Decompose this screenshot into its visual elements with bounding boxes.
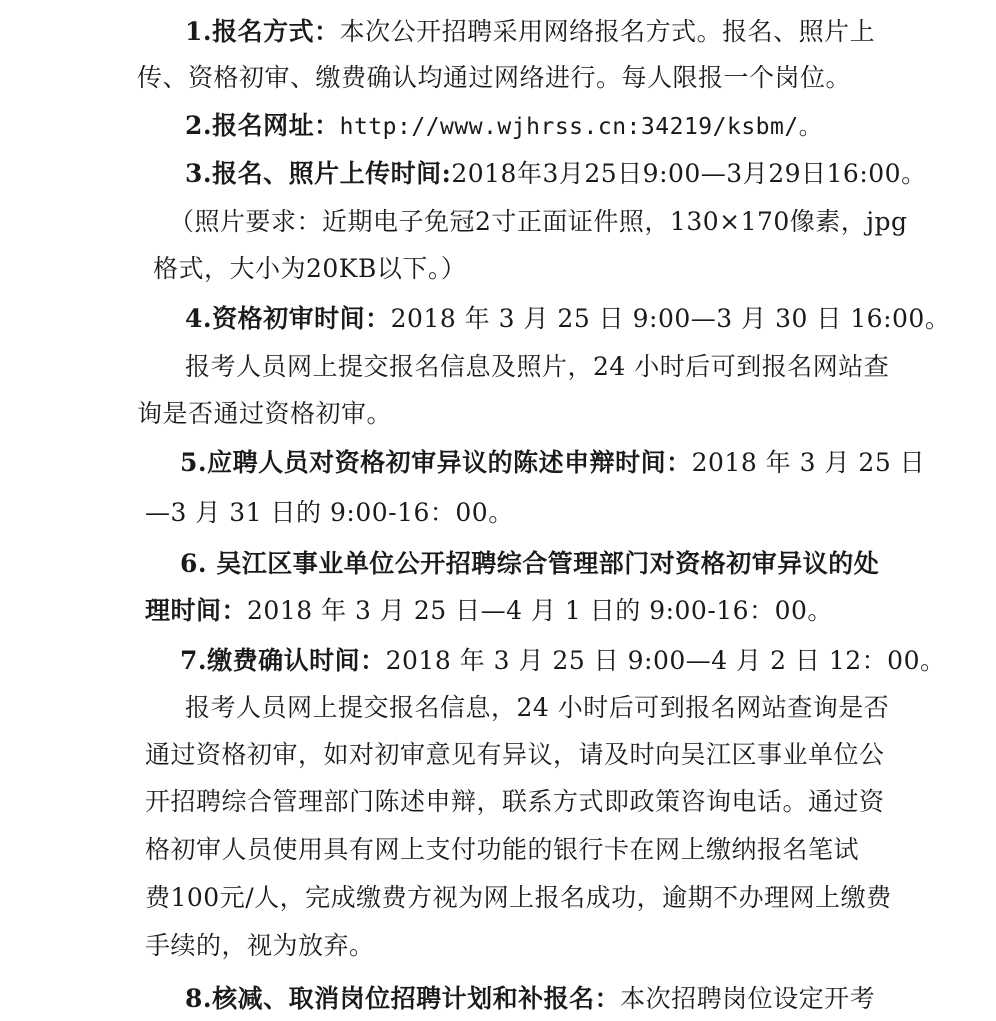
paragraph-line: [137, 397, 872, 431]
paragraph-line: [185, 109, 876, 143]
item-text: 传、资格初审、缴费确认均通过网络进行。每人限报一个岗位。: [137, 63, 852, 92]
item-text: 2018 年 3 月 25 日 9:00—4 月 2 日 12：00。: [385, 646, 946, 675]
paragraph-line: [137, 61, 868, 95]
paragraph-line: [145, 496, 874, 530]
paragraph-line: [153, 252, 876, 286]
paragraph-line: [145, 881, 892, 915]
item-text: 询是否通过资格初审。: [137, 399, 393, 428]
item-heading: 8.核减、取消岗位招聘计划和补报名：: [185, 984, 621, 1013]
paragraph-line: [185, 350, 890, 384]
paragraph-line: [145, 833, 860, 867]
item-text: 开招聘综合管理部门陈述申辩，联系方式即政策咨询电话。通过资: [145, 787, 885, 816]
item-text: 手续的，视为放弃。: [145, 931, 375, 960]
item-text: 2018 年 3 月 25 日 9:00—3 月 30 日 16:00。: [390, 304, 951, 333]
paragraph-line: [185, 982, 876, 1016]
item-text: 格式，大小为20KB以下。）: [153, 254, 467, 283]
paragraph-line: [185, 302, 951, 336]
paragraph-line: [145, 785, 885, 819]
item-text: —3 月 31 日的 9:00-16：00。: [145, 498, 514, 527]
item-text: 报考人员网上提交报名信息，24 小时后可到报名网站查询是否: [185, 693, 890, 722]
paragraph-line: [180, 446, 926, 480]
item-heading: 5.应聘人员对资格初审异议的陈述申辩时间：: [180, 448, 692, 477]
item-heading: 3.报名、照片上传时间:: [185, 159, 452, 188]
registration-url: http://www.wjhrss.cn:34219/ksbm/。: [339, 114, 823, 140]
item-text: 2018 年 3 月 25 日—4 月 1 日的 9:00-16：00。: [247, 596, 833, 625]
paragraph-line: [185, 157, 927, 191]
item-text: 2018年3月25日9:00—3月29日16:00。: [451, 159, 927, 188]
item-heading: 1.报名方式：: [185, 17, 340, 46]
paragraph-line: [145, 738, 885, 772]
item-text: 本次招聘岗位设定开考: [620, 984, 876, 1013]
item-heading: 理时间：: [145, 596, 248, 625]
item-text: 报考人员网上提交报名信息及照片，24 小时后可到报名网站查: [185, 352, 890, 381]
item-text: 2018 年 3 月 25 日: [691, 448, 926, 477]
paragraph-line: [169, 205, 908, 239]
item-text: 费100元/人，完成缴费方视为网上报名成功，逾期不办理网上缴费: [145, 883, 892, 912]
item-heading: 2.报名网址：: [185, 111, 340, 140]
paragraph-line: [145, 594, 874, 628]
item-text: 通过资格初审，如对初审意见有异议，请及时向吴江区事业单位公: [145, 740, 885, 769]
paragraph-line: [180, 644, 946, 678]
item-text: 本次公开招聘采用网络报名方式。报名、照片上: [339, 17, 876, 46]
paragraph-line: [185, 691, 890, 725]
item-heading: 7.缴费确认时间：: [180, 646, 386, 675]
item-heading: 4.资格初审时间：: [185, 304, 391, 333]
paragraph-line: [180, 547, 880, 581]
item-heading: 6. 吴江区事业单位公开招聘综合管理部门对资格初审异议的处: [180, 549, 880, 578]
item-text: 格初审人员使用具有网上支付功能的银行卡在网上缴纳报名笔试: [145, 835, 860, 864]
item-text: （照片要求：近期电子免冠2寸正面证件照，130×170像素，jpg: [169, 207, 908, 236]
paragraph-line: [145, 929, 872, 963]
paragraph-line: [185, 15, 876, 49]
